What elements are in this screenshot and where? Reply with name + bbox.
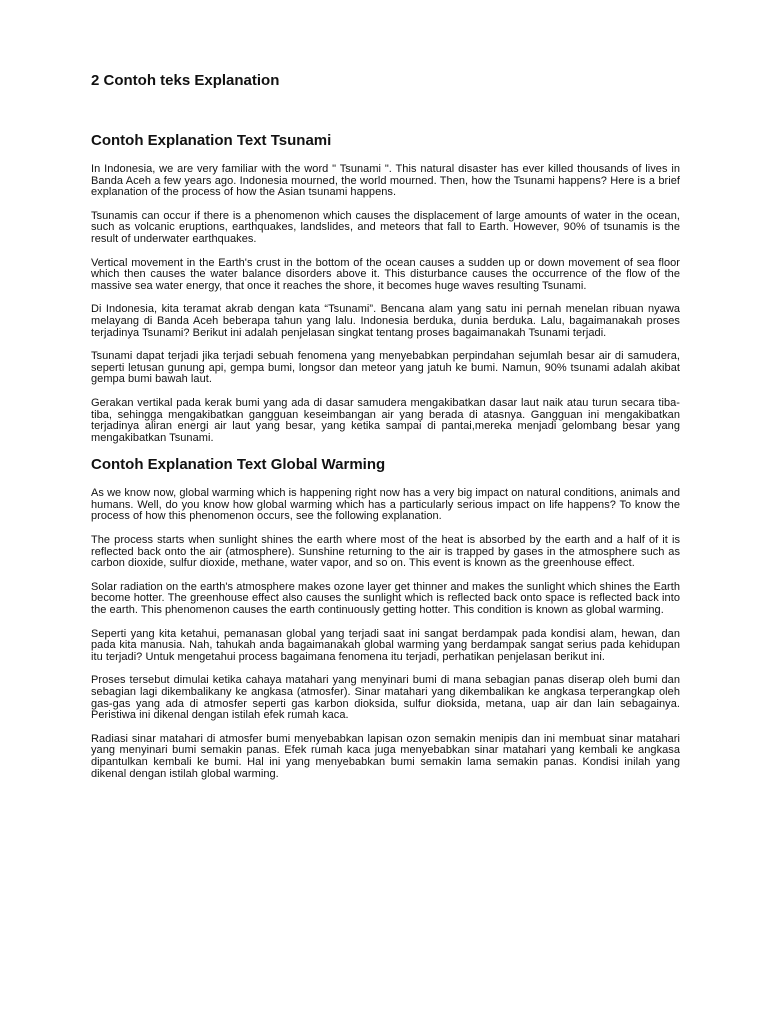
paragraph: The process starts when sunlight shines the earth where most of the heat is absorbed by the earth and a half of it is reflected back onto the air (atmosphere). Sunshine returning to the air is trapped by gases in the atmosphere such as carbon dioxide, sulfur dioxide, methane, water vapor, and so on. This event is known as the greenhouse effect. [91,534,680,570]
paragraph: In Indonesia, we are very familiar with the word " Tsunami ". This natural disaster has ever killed thousands of lives in Banda Aceh a few years ago. Indonesia mourned, the world mourned. Then, how the Tsunami happens? Here is a brief explanation of the process of how the Asian tsunami happens. [91,163,680,199]
paragraph: Tsunami dapat terjadi jika terjadi sebuah fenomena yang menyebabkan perpindahan sejumlah besar air di samudera, seperti letusan gunung api, gempa bumi, longsor dan meteor yang jatuh ke bumi. Namun, 90% tsunami adalah akibat gempa bumi bawah laut. [91,350,680,386]
section-heading-tsunami: Contoh Explanation Text Tsunami [91,132,332,149]
paragraph: Solar radiation on the earth's atmosphere makes ozone layer get thinner and makes the sunlight which shines the Earth become hotter. The greenhouse effect also causes the sunlight which is reflected back onto space is reflected back into the earth. This phenomenon causes the earth continuously getting hotter. This condition is known as global warming. [91,580,680,617]
paragraph: As we know now, global warming which is happening right now has a very big impact on natural conditions, animals and humans. Well, do you know how global warming which has a particularly serious impact on life happens? To know the process of how this phenomenon occurs, see the following explanation. [91,487,680,523]
document-title: 2 Contoh teks Explanation [91,72,280,89]
section-tsunami [91,132,680,444]
paragraph: Proses tersebut dimulai ketika cahaya matahari yang menyinari bumi di mana sebagian panas diserap oleh bumi dan sebagian lagi dikembalikany ke angkasa (atmosfer). Sinar matahari yang dikembalikan ke angkasa terperangkap oleh gas-gas yang ada di atmosfer seperti gas karbon dioksida, sulfur dioksida, metana, uap air dan lain sebagainya. Peristiwa ini dikenal dengan istilah efek rumah kaca. [91,674,680,722]
paragraph: Tsunamis can occur if there is a phenomenon which causes the displacement of large amounts of water in the ocean, such as volcanic eruptions, earthquakes, landslides, and meteors that fall to Earth. However, 90% of tsunamis is the result of underwater earthquakes. [91,209,680,245]
paragraph: Seperti yang kita ketahui, pemanasan global yang terjadi saat ini sangat berdampak pada kondisi alam, hewan, dan pada kita manusia. Nah, tahukah anda bagaimanakah global warming yang berdampak sangat serius pada kehidupan itu terjadi? Untuk mengetahui process bagaimana fenomena itu terjadi, perhatikan penjelasan berikut ini. [91,627,680,663]
section-global-warming [91,456,680,780]
section-heading-global-warming: Contoh Explanation Text Global Warming [91,456,386,474]
paragraph: Radiasi sinar matahari di atmosfer bumi menyebabkan lapisan ozon semakin menipis dan ini membuat sinar matahari yang menyinari bumi semakin panas. Efek rumah kaca juga menyebabkan sinar matahari yang kembali ke angkasa dipantulkan kembali ke bumi. Hal ini yang menyebabkan bumi semakin lama semakin panas. Kondisi inilah yang dikenal dengan istilah global warming. [91,732,680,780]
paragraph: Gerakan vertikal pada kerak bumi yang ada di dasar samudera mengakibatkan dasar laut naik atau turun secara tiba-tiba, sehingga mengakibatkan gangguan keseimbangan air yang berada di atasnya. Gangguan ini mengakibatkan terjadinya aliran energi air laut yang besar, yang ketika sampai di pantai,mereka menjadi gelombang besar yang mengakibatkan Tsunami. [91,396,680,444]
paragraph: Di Indonesia, kita teramat akrab dengan kata “Tsunami”. Bencana alam yang satu ini pernah menelan ribuan nyawa melayang di Banda Aceh beberapa tahun yang lalu. Indonesia berduka, dunia berduka. Lalu, bagaimanakah proses terjadinya Tsunami? Berikut ini adalah penjelasan singkat tentang proses bagaimanakah Tsunami terjadi. [91,303,680,339]
paragraph: Vertical movement in the Earth's crust in the bottom of the ocean causes a sudden up or down movement of sea floor which then causes the water balance disorders above it. This disturbance causes the occurrence of the flow of the massive sea water energy, that once it reaches the shore, it becomes huge waves resulting Tsunami. [91,256,680,292]
